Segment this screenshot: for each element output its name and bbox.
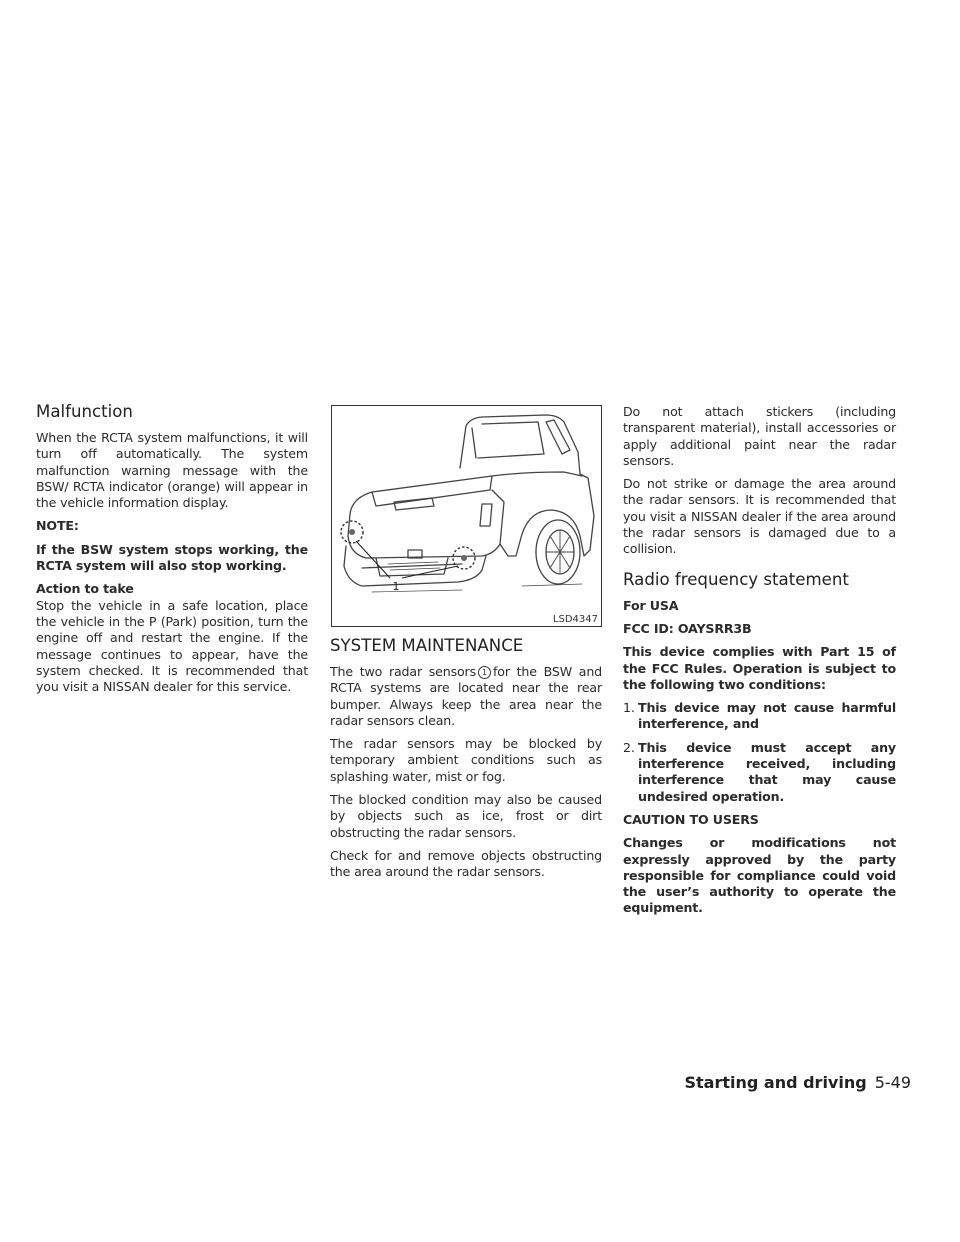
condition-text: This device may not cause harmful interference, and [638,700,896,732]
figure-code: LSD4347 [552,614,598,625]
maintenance-paragraph-4: Check for and remove objects obstructing the area around the radar sensors. [330,847,602,880]
page-footer [684,1073,911,1092]
condition-item [623,740,896,805]
for-usa-label: For USA [623,597,679,613]
maintenance-paragraph-1 [330,664,602,729]
condition-text: This device must accept any interference received, including interference that may cause undesired operation. [638,739,896,804]
compliance-statement: This device complies with Part 15 of the FCC Rules. Operation is subject to the following two conditions: [623,644,896,692]
changes-warning: Changes or modifications not expressly approved by the party responsible for compliance could void the user’s authority to operate the equipment. [623,835,896,916]
figure-callout-number: 1 [392,580,400,593]
radio-frequency-section [623,404,896,924]
maintenance-p1-start: The two radar sensors [330,664,476,679]
malfunction-section [36,402,308,702]
stickers-paragraph: Do not attach stickers (including transparent material), install accessories or apply additional paint near the radar sensors. [623,404,896,468]
maintenance-p1-end: for the BSW and RCTA systems are located near the rear bumper. Always keep the area near the radar sensors clean. [330,664,602,728]
maintenance-paragraph-2: The radar sensors may be blocked by temporary ambient conditions such as splashing water, mist or fog. [330,736,602,784]
condition-item [623,700,896,733]
note-text: If the BSW system stops working, the RCTA system will also stop working. [36,541,308,574]
chapter-title: Starting and driving [684,1073,867,1092]
rear-bumper-radar-illustration [331,405,602,627]
note-label: NOTE: [36,518,79,534]
maintenance-heading: SYSTEM MAINTENANCE [330,636,524,655]
action-text: Stop the vehicle in a safe location, place the vehicle in the P (Park) position, turn the engine off and restart the engine. If the message continues to appear, have the system checked. It is recommended that you visit a NISSAN dealer for this service. [36,597,308,695]
condition-number: 1. [623,700,635,716]
pickup-rear-drawing [332,406,601,626]
caution-label: CAUTION TO USERS [623,811,759,827]
page-number: 5-49 [874,1073,911,1092]
strike-paragraph: Do not strike or damage the area around the radar sensors. It is recommended that you visit a NISSAN dealer if the area around the radar sensors is damaged due to a collision. [623,476,896,557]
maintenance-section [330,636,602,888]
fcc-id: FCC ID: OAYSRR3B [623,620,752,636]
sensor-callout-marker: 1 [478,666,491,679]
maintenance-paragraph-3: The blocked condition may also be caused by objects such as ice, frost or dirt obstructing the radar sensors. [330,792,602,840]
action-label: Action to take [36,581,134,597]
malfunction-heading: Malfunction [36,402,133,421]
condition-number: 2. [623,739,635,755]
radio-frequency-heading: Radio frequency statement [623,569,849,589]
malfunction-body: When the RCTA system malfunctions, it will turn off automatically. The system malfunction warning message with the BSW/ RCTA indicator (orange) will appear in the vehicle information display. [36,430,308,511]
